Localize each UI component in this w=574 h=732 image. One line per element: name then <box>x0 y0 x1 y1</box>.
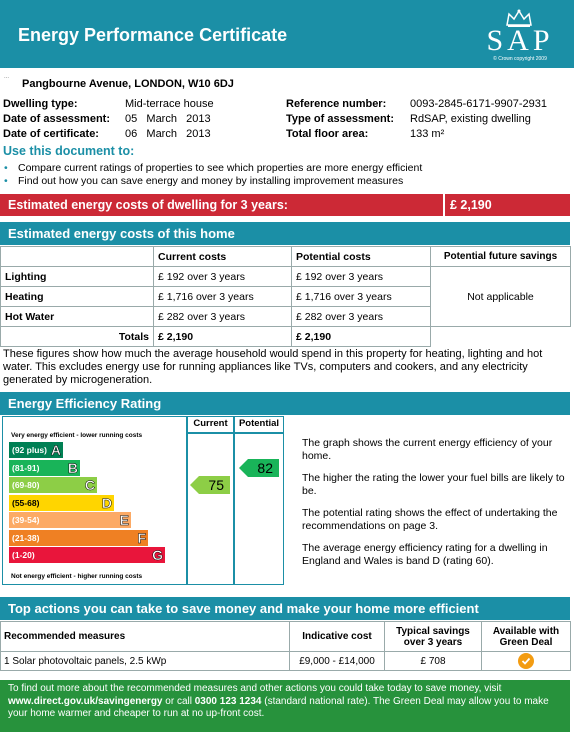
table-cell: £ 282 over 3 years <box>154 307 292 327</box>
efficiency-section-title: Energy Efficiency Rating <box>0 392 570 415</box>
footer-text: To find out more about the recommended measures and other actions you could take today to save money, visit <box>8 683 502 694</box>
row-label: Hot Water <box>1 307 154 327</box>
savings-cell: Not applicable <box>431 267 571 327</box>
potential-column-header: Potential <box>238 418 280 429</box>
footer-text: (standard national rate). The Green Deal may allow you to make your home warmer and cheaper to run at no up-front cost. <box>8 695 549 719</box>
rating-band-a <box>9 442 63 458</box>
band-range: (1-20) <box>12 550 35 560</box>
detail-value: 06 March 2013 <box>125 128 211 140</box>
detail-value: 05 March 2013 <box>125 113 211 125</box>
efficiency-explanation <box>302 437 570 577</box>
rating-band-c <box>9 477 97 493</box>
table-cell: £ 192 over 3 years <box>154 267 292 287</box>
costs-note: These figures show how much the average household would spend in this property for heating, lighting and hot water. This excludes energy use for running appliances like TVs, computers and cookers, and any electricity generated by microgeneration. <box>3 348 543 386</box>
list-item-text: Find out how you can save energy and money by installing improvement measures <box>18 175 404 187</box>
band-range: (69-80) <box>12 480 40 490</box>
band-letter: G <box>152 547 163 563</box>
explanation-paragraph: The higher the rating the lower your fuel bills are likely to be. <box>302 472 565 497</box>
measure-cost: £9,000 - £14,000 <box>290 652 385 671</box>
band-range: (55-68) <box>12 497 40 508</box>
efficiency-chart <box>2 416 284 585</box>
totals-label: Totals <box>1 327 154 347</box>
rating-band-e <box>9 512 131 528</box>
detail-label: Date of assessment: <box>3 113 110 125</box>
rating-band-b <box>9 460 80 476</box>
band-letter: A <box>50 442 61 458</box>
table-header-cell: Recommended measures <box>1 622 290 652</box>
divider <box>186 432 283 434</box>
band-range: (81-91) <box>12 462 40 473</box>
current-column-header: Current <box>193 418 228 429</box>
measure-savings: £ 708 <box>385 652 482 671</box>
rating-band-f <box>9 530 148 546</box>
scale-bottom-label: Not energy efficient - higher running costs <box>11 573 143 580</box>
list-item-text: Compare current ratings of properties to see which properties are more energy efficient <box>18 162 423 174</box>
use-document-list <box>4 162 422 188</box>
totals-potential: £ 2,190 <box>292 327 431 347</box>
empty-cell <box>431 327 571 347</box>
band-range: (39-54) <box>12 515 40 525</box>
actions-table <box>0 621 571 671</box>
estimated-cost-label: Estimated energy costs of dwelling for 3 years: <box>8 198 288 212</box>
savingenergy-link[interactable]: www.direct.gov.uk/savingenergy <box>8 695 163 707</box>
green-deal-cell <box>482 652 571 671</box>
rating-band-d <box>9 495 114 511</box>
detail-label: Date of certificate: <box>3 128 99 140</box>
use-document-title: Use this document to: <box>3 144 135 158</box>
property-address: Pangbourne Avenue, LONDON, W10 6DJ <box>22 78 234 90</box>
actions-section-title: Top actions you can take to save money and make your home more efficient <box>0 597 570 620</box>
divider <box>186 417 188 584</box>
band-letter: B <box>67 459 78 476</box>
header-bar <box>0 0 574 68</box>
current-rating-arrow <box>190 476 230 494</box>
divider <box>443 194 445 216</box>
check-icon <box>518 653 534 669</box>
phone-number: 0300 123 1234 <box>194 695 262 707</box>
table-cell: £ 1,716 over 3 years <box>154 287 292 307</box>
table-row <box>1 267 571 287</box>
band-range: (21-38) <box>12 532 40 543</box>
costs-table <box>0 246 571 347</box>
bullet-icon: • <box>4 175 8 187</box>
detail-row <box>286 127 547 142</box>
detail-row <box>3 112 214 127</box>
detail-value: 133 m² <box>410 128 445 140</box>
detail-row <box>286 97 547 112</box>
estimated-cost-value: £ 2,190 <box>450 198 492 212</box>
detail-row <box>3 127 214 142</box>
measure-name: 1 Solar photovoltaic panels, 2.5 kWp <box>1 652 290 671</box>
band-letter: F <box>137 529 146 546</box>
table-cell: £ 1,716 over 3 years <box>292 287 431 307</box>
footer-text: or call <box>162 695 195 707</box>
table-header-row <box>1 622 571 652</box>
table-header-cell: Current costs <box>154 247 292 267</box>
detail-label: Type of assessment: <box>286 113 395 125</box>
details-right <box>286 97 547 142</box>
table-totals-row <box>1 327 571 347</box>
detail-label: Dwelling type: <box>3 98 78 110</box>
costs-section-title: Estimated energy costs of this home <box>0 222 570 245</box>
row-label: Heating <box>1 287 154 307</box>
table-cell: £ 282 over 3 years <box>292 307 431 327</box>
band-letter: E <box>119 512 129 528</box>
table-header-row <box>1 247 571 267</box>
band-range: (92 plus) <box>12 445 47 455</box>
crown-copyright: © Crown copyright 2009 <box>493 56 547 62</box>
table-header-cell: Potential costs <box>292 247 431 267</box>
list-item <box>4 175 422 188</box>
table-header-cell: Available with Green Deal <box>482 622 571 652</box>
detail-value: 0093-2845-6171-9907-2931 <box>410 98 548 110</box>
address-prefix: ... <box>4 74 10 80</box>
band-letter: C <box>84 477 95 493</box>
table-header-cell: Indicative cost <box>290 622 385 652</box>
detail-row <box>3 97 214 112</box>
band-letter: D <box>101 494 112 511</box>
explanation-paragraph: The potential rating shows the effect of undertaking the recommendations on page 3. <box>302 507 558 532</box>
potential-rating-value: 82 <box>257 459 273 476</box>
explanation-paragraph: The average energy efficiency rating for a dwelling in England and Wales is band D (rating 60). <box>302 542 548 567</box>
estimated-cost-bar <box>0 194 570 216</box>
footer-info <box>0 680 570 732</box>
totals-current: £ 2,190 <box>154 327 292 347</box>
divider <box>233 417 235 584</box>
detail-row <box>286 112 547 127</box>
detail-label: Total floor area: <box>286 128 369 140</box>
detail-value: RdSAP, existing dwelling <box>410 113 531 125</box>
rating-band-g <box>9 547 165 563</box>
explanation-paragraph: The graph shows the current energy efficiency of your home. <box>302 437 553 462</box>
sap-logo-text: SAP <box>486 24 554 57</box>
table-header-cell <box>1 247 154 267</box>
list-item <box>4 162 422 175</box>
page-title: Energy Performance Certificate <box>18 25 288 45</box>
table-header-cell: Typical savings over 3 years <box>385 622 482 652</box>
sap-logo <box>478 8 562 66</box>
potential-rating-arrow <box>239 459 279 477</box>
table-cell: £ 192 over 3 years <box>292 267 431 287</box>
scale-top-label: Very energy efficient - lower running costs <box>11 432 143 439</box>
detail-value: Mid-terrace house <box>125 98 214 110</box>
table-row <box>1 652 571 671</box>
details-left <box>3 97 214 142</box>
current-rating-value: 75 <box>208 477 224 493</box>
row-label: Lighting <box>1 267 154 287</box>
detail-label: Reference number: <box>286 98 387 110</box>
table-header-cell: Potential future savings <box>431 247 571 267</box>
bullet-icon: • <box>4 162 8 174</box>
